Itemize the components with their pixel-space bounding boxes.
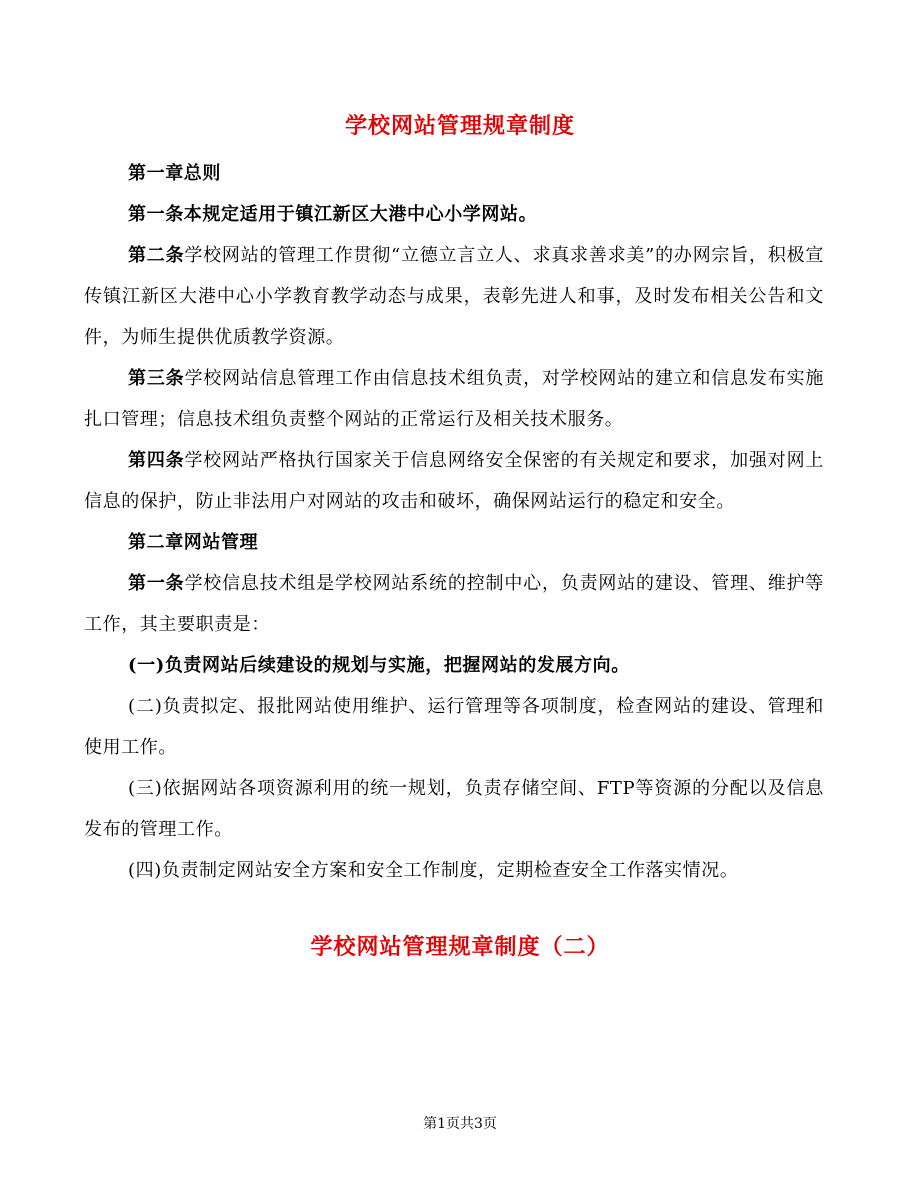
chapter-1-article-3 xyxy=(84,358,824,440)
article-text: 学校信息技术组是学校网站系统的控制中心，负责网站的建设、管理、维护等工作，其主要职责是： xyxy=(84,573,824,635)
article-text: 学校网站的管理工作贯彻“立德立言立人、求真求善求美”的办网宗旨，积极宣传镇江新区大港中心小学教育教学动态与成果，表彰先进人和事，及时发布相关公告和文件，为师生提供优质教学资源。 xyxy=(84,245,824,348)
article-label: 第一条 xyxy=(128,573,185,594)
chapter-2-heading: 第二章网站管理 xyxy=(128,532,259,553)
article-text: 学校网站信息管理工作由信息技术组负责，对学校网站的建立和信息发布实施扎口管理；信息技术组负责整个网站的正常运行及相关技术服务。 xyxy=(84,368,824,430)
duty-item-4: (四)负责制定网站安全方案和安全工作制度，定期检查安全工作落实情况。 xyxy=(128,860,739,881)
page-number-footer: 第1页共3页 xyxy=(423,1116,497,1132)
chapter-1-heading: 第一章总则 xyxy=(128,163,221,184)
chapter-1-article-2 xyxy=(84,235,824,358)
article-label: 第四条 xyxy=(128,450,185,471)
chapter-2-article-1 xyxy=(84,563,824,645)
article-text: 学校网站严格执行国家关于信息网络安全保密的有关规定和要求，加强对网上信息的保护，防止非法用户对网站的攻击和破坏，确保网站运行的稳定和安全。 xyxy=(84,450,824,512)
chapter-1-article-4 xyxy=(84,440,824,522)
duty-item-1: (一)负责网站后续建设的规划与实施，把握网站的发展方向。 xyxy=(128,655,630,676)
document-body xyxy=(84,153,824,891)
duty-item-2: (二)负责拟定、报批网站使用维护、运行管理等各项制度，检查网站的建设、管理和使用工作。 xyxy=(84,696,824,758)
article-label: 第二条 xyxy=(128,245,185,266)
article-label: 第三条 xyxy=(128,368,185,389)
duty-item-3: (三)依据网站各项资源利用的统一规划，负责存储空间、FTP等资源的分配以及信息发布的管理工作。 xyxy=(84,778,824,840)
document-title: 学校网站管理规章制度 xyxy=(344,113,575,139)
chapter-1-article-1: 第一条本规定适用于镇江新区大港中心小学网站。 xyxy=(128,204,538,225)
second-document-title: 学校网站管理规章制度（二） xyxy=(310,934,610,960)
